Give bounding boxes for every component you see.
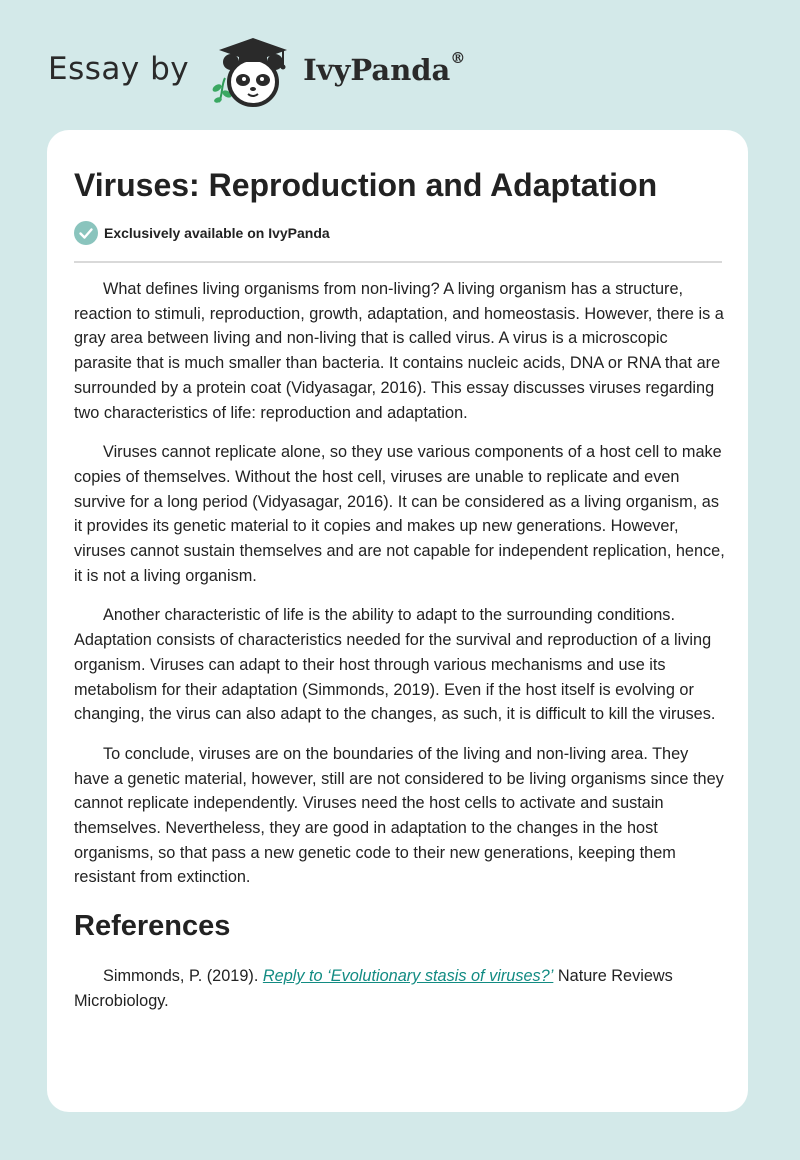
essay-title: Viruses: Reproduction and Adaptation: [74, 167, 658, 203]
title-divider: [74, 261, 722, 263]
essay-paragraph: Viruses cannot replicate alone, so they use various components of a host cell to make copies of themselves. Without the host cell, viruses are unable to replicate and even survive for a long period (Vidyasagar, 2016). It can be considered as a living organism, as it provides its genetic material to it copies and makes up new generations. However, viruses cannot sustain themselves and are not capable for independent replication, hence, it is not a living organism.: [74, 443, 725, 585]
essay-paragraph: Another characteristic of life is the ability to adapt to the surrounding conditions. Adaptation consists of characteristics needed for the survival and reproduction of a living organism. Viruses can adapt to their host through various mechanisms and use its metabolism for their adaptation (Simmonds, 2019). Even if the host itself is evolving or changing, the virus can also adapt to the changes, as such, it is difficult to kill the viruses.: [74, 606, 716, 724]
exclusive-badge: [74, 221, 330, 245]
references-heading: References: [74, 910, 231, 943]
panda-logo-icon[interactable]: [203, 32, 297, 112]
essay-paragraph: What defines living organisms from non-living? A living organism has a structure, reaction to stimuli, reproduction, growth, adaptation, and homeostasis. However, there is a gray area between living and non-living that is called virus. A virus is a microscopic parasite that is much smaller than bacteria. It contains nucleic acids, DNA or RNA that are surrounded by a protein coat (Vidyasagar, 2016). This essay discusses viruses regarding two characteristics of life: reproduction and adaptation.: [74, 280, 724, 422]
essay-by-label: Essay by: [48, 51, 190, 87]
reference-prefix: Simmonds, P. (2019).: [103, 967, 263, 986]
reference-link[interactable]: Reply to ‘Evolutionary stasis of viruses?’: [262, 967, 554, 986]
essay-card: [47, 130, 748, 1112]
reference-entry: [74, 964, 726, 1013]
essay-body: [74, 277, 726, 1029]
brand-name[interactable]: IvyPanda®: [303, 49, 466, 87]
reference-suffix: Nature Reviews Microbiology.: [74, 967, 673, 1010]
site-header: [48, 32, 465, 112]
exclusive-badge-label: Exclusively available on IvyPanda: [104, 225, 330, 241]
check-circle-icon: [74, 221, 98, 245]
registered-mark: ®: [450, 49, 466, 67]
essay-paragraph: To conclude, viruses are on the boundaries of the living and non-living area. They have a genetic material, however, still are not considered to be living organisms since they cannot replicate independently. Viruses need the host cells to activate and sustain themselves. Nevertheless, they are good in adaptation to the changes in the host organisms, so that pass a new genetic code to their new generations, keeping them resistant from extinction.: [74, 744, 724, 887]
